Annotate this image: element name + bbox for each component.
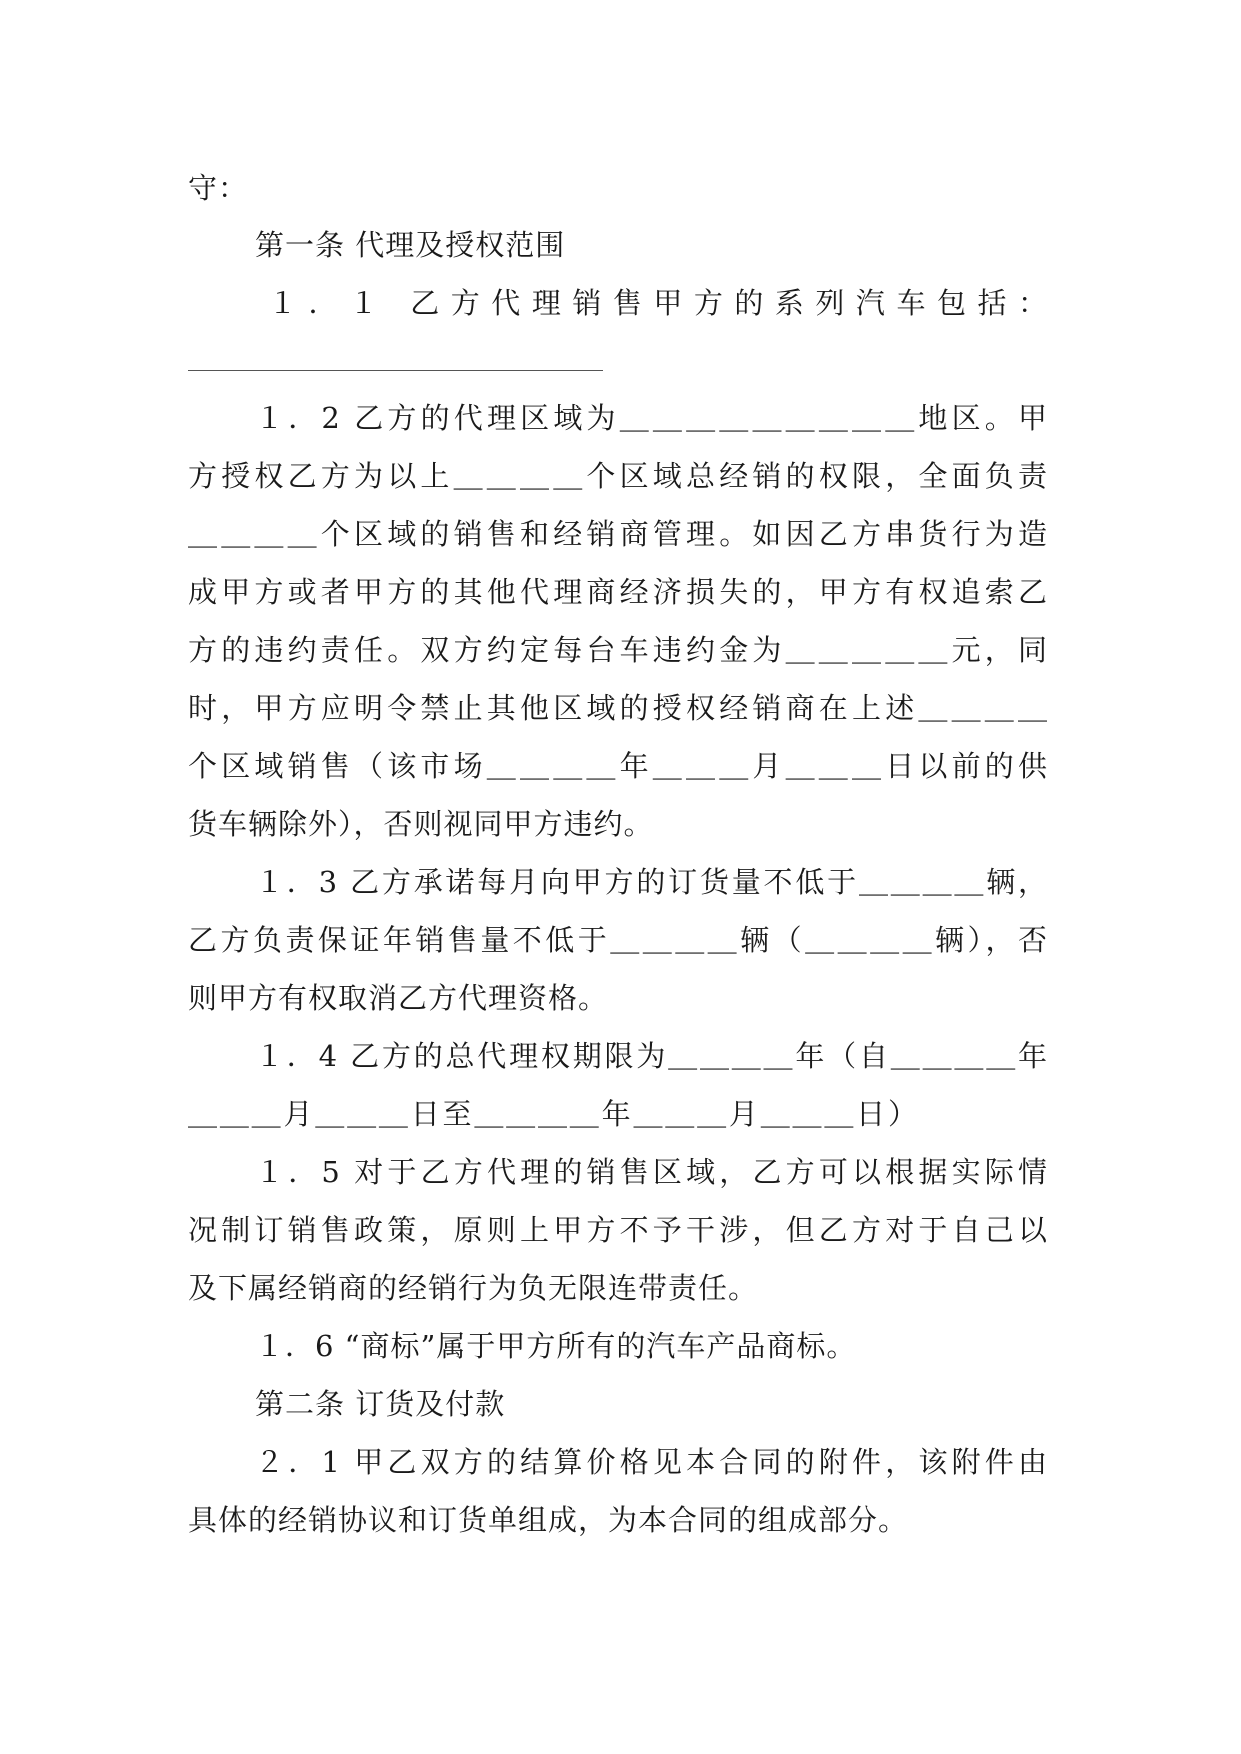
- paragraph-line: 及下属经销商的经销行为负无限连带责任。: [188, 1271, 759, 1305]
- paragraph-line: 具体的经销协议和订货单组成，为本合同的组成部分。: [188, 1503, 909, 1537]
- paragraph-line: 方的违约责任。双方约定每台车违约金为＿＿＿＿＿元，同: [188, 633, 1048, 667]
- paragraph-line: １．2 乙方的代理区域为＿＿＿＿＿＿＿＿＿地区。甲: [255, 401, 1048, 435]
- paragraph-line: 则甲方有权取消乙方代理资格。: [188, 981, 609, 1015]
- paragraph-line: ＿＿＿月＿＿＿日至＿＿＿＿年＿＿＿月＿＿＿日）: [188, 1097, 918, 1131]
- paragraph-line: 个区域销售（该市场＿＿＿＿年＿＿＿月＿＿＿日以前的供: [188, 749, 1048, 783]
- paragraph-line: 乙方负责保证年销售量不低于＿＿＿＿辆（＿＿＿＿辆），否: [188, 923, 1048, 957]
- paragraph-line: １．１ 乙方代理销售甲方的系列汽车包括：: [268, 286, 1048, 320]
- article-heading: 第一条 代理及授权范围: [255, 228, 566, 262]
- paragraph-line: ＿＿＿＿个区域的销售和经销商管理。如因乙方串货行为造: [188, 517, 1048, 551]
- paragraph-line: 成甲方或者甲方的其他代理商经济损失的，甲方有权追索乙: [188, 575, 1048, 609]
- paragraph-line: 方授权乙方为以上＿＿＿＿个区域总经销的权限，全面负责: [188, 459, 1048, 493]
- paragraph-line: 货车辆除外），否则视同甲方违约。: [188, 807, 654, 841]
- article-heading: 第二条 订货及付款: [255, 1387, 506, 1421]
- blank-fill-line: [188, 370, 603, 371]
- paragraph-line: 时，甲方应明令禁止其他区域的授权经销商在上述＿＿＿＿: [188, 691, 1048, 725]
- paragraph-line: １．6 “商标”属于甲方所有的汽车产品商标。: [255, 1329, 857, 1363]
- paragraph-line: １．3 乙方承诺每月向甲方的订货量不低于＿＿＿＿辆，: [255, 865, 1048, 899]
- paragraph-line: ２．1 甲乙双方的结算价格见本合同的附件，该附件由: [255, 1445, 1048, 1479]
- paragraph-line: １．4 乙方的总代理权期限为＿＿＿＿年（自＿＿＿＿年: [255, 1039, 1048, 1073]
- paragraph-line: 守：: [188, 171, 249, 205]
- paragraph-line: 况制订销售政策，原则上甲方不予干涉，但乙方对于自己以: [188, 1213, 1048, 1247]
- paragraph-line: １．5 对于乙方代理的销售区域，乙方可以根据实际情: [255, 1155, 1048, 1189]
